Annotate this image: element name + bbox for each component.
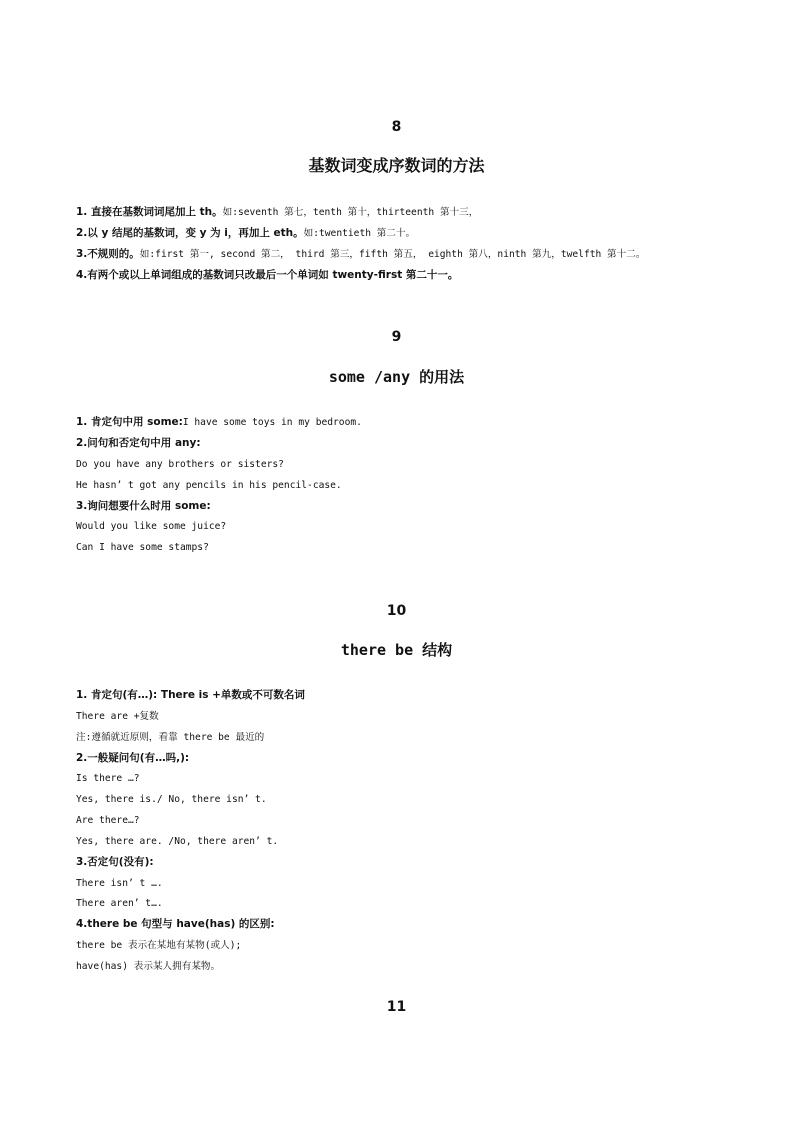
section-10-line-5 bbox=[76, 771, 140, 786]
section-10-line-12 bbox=[76, 917, 275, 931]
line-bold: 2.一般疑问句(有…吗,): bbox=[76, 752, 190, 764]
line-text: 如:seventh 第七，tenth 第十，thirteenth 第十三， bbox=[222, 207, 479, 218]
section-10-line-9 bbox=[76, 855, 154, 869]
section-10-line-4 bbox=[76, 751, 189, 765]
section-8-line-3 bbox=[76, 247, 645, 262]
line-text: Is there …? bbox=[76, 773, 140, 784]
line-bold: 3.不规则的。 bbox=[76, 248, 140, 260]
section-8-number: 8 bbox=[391, 119, 402, 135]
section-9-line-4 bbox=[76, 478, 342, 493]
line-bold: 1. 肯定句中用 some: bbox=[76, 416, 183, 428]
line-text: He hasn’ t got any pencils in his pencil-case. bbox=[76, 480, 342, 491]
section-8-title: 基数词变成序数词的方法 bbox=[308, 156, 485, 175]
page-number-next: 11 bbox=[386, 999, 407, 1015]
section-9-line-1 bbox=[76, 415, 362, 430]
line-bold: 2.以 y 结尾的基数词，变 y 为 i，再加上 eth。 bbox=[76, 227, 304, 239]
line-bold: 2.问句和否定句中用 any: bbox=[76, 437, 201, 449]
line-text: 如:twentieth 第二十。 bbox=[303, 228, 416, 239]
section-8-line-4 bbox=[76, 268, 458, 282]
section-9-line-7 bbox=[76, 540, 209, 555]
section-9-number: 9 bbox=[391, 329, 402, 345]
section-10-line-7 bbox=[76, 813, 140, 828]
line-text: Would you like some juice? bbox=[76, 521, 227, 532]
section-8-line-2 bbox=[76, 226, 415, 241]
line-bold: 3.否定句(没有): bbox=[76, 856, 154, 868]
section-10-line-1 bbox=[76, 688, 305, 702]
line-text: I have some toys in my bedroom. bbox=[182, 417, 362, 428]
line-text: Do you have any brothers or sisters? bbox=[76, 459, 284, 470]
section-10-line-2 bbox=[76, 709, 159, 724]
line-bold: 1. 直接在基数词词尾加上 th。 bbox=[76, 206, 223, 218]
line-text: Can I have some stamps? bbox=[76, 542, 209, 553]
line-text: there be 表示在某地有某物(或人); bbox=[76, 940, 242, 951]
section-10-title: there be 结构 bbox=[340, 641, 453, 659]
line-text: Yes, there is./ No, there isn’ t. bbox=[76, 794, 267, 805]
section-10-line-8 bbox=[76, 834, 278, 849]
section-10-line-11 bbox=[76, 896, 163, 911]
line-bold: 4.there be 句型与 have(has) 的区别: bbox=[76, 918, 275, 930]
section-10-line-14 bbox=[76, 959, 220, 974]
section-10-line-3 bbox=[76, 730, 264, 745]
section-10-line-10 bbox=[76, 876, 163, 891]
line-text: 如:first 第一, second 第二， third 第三，fifth 第五， eighth 第八，ninth 第九，twelfth 第十二。 bbox=[139, 249, 646, 260]
section-9-line-3 bbox=[76, 457, 284, 472]
line-text: 注:遵循就近原则，看靠 there be 最近的 bbox=[76, 732, 265, 743]
line-text: Yes, there are. /No, there aren’ t. bbox=[76, 836, 279, 847]
section-10-number: 10 bbox=[386, 603, 407, 619]
section-9-line-6 bbox=[76, 519, 226, 534]
line-bold: 4.有两个或以上单词组成的基数词只改最后一个单词如 twenty-first 第二十一。 bbox=[76, 269, 459, 281]
section-8-line-1 bbox=[76, 205, 478, 220]
line-text: Are there…? bbox=[76, 815, 140, 826]
section-9-line-5 bbox=[76, 499, 211, 513]
section-10-line-6 bbox=[76, 792, 267, 807]
line-bold: 3.询问想要什么时用 some: bbox=[76, 500, 211, 512]
section-10-line-13 bbox=[76, 938, 241, 953]
section-9-line-2 bbox=[76, 436, 201, 450]
line-text: have(has) 表示某人拥有某物。 bbox=[76, 961, 221, 972]
line-text: There are +复数 bbox=[76, 711, 159, 722]
line-text: There isn’ t …. bbox=[76, 878, 163, 889]
section-9-title: some /any 的用法 bbox=[328, 368, 465, 386]
line-text: There aren’ t…. bbox=[76, 898, 163, 909]
line-bold: 1. 肯定句(有…): There is +单数或不可数名词 bbox=[76, 689, 305, 701]
